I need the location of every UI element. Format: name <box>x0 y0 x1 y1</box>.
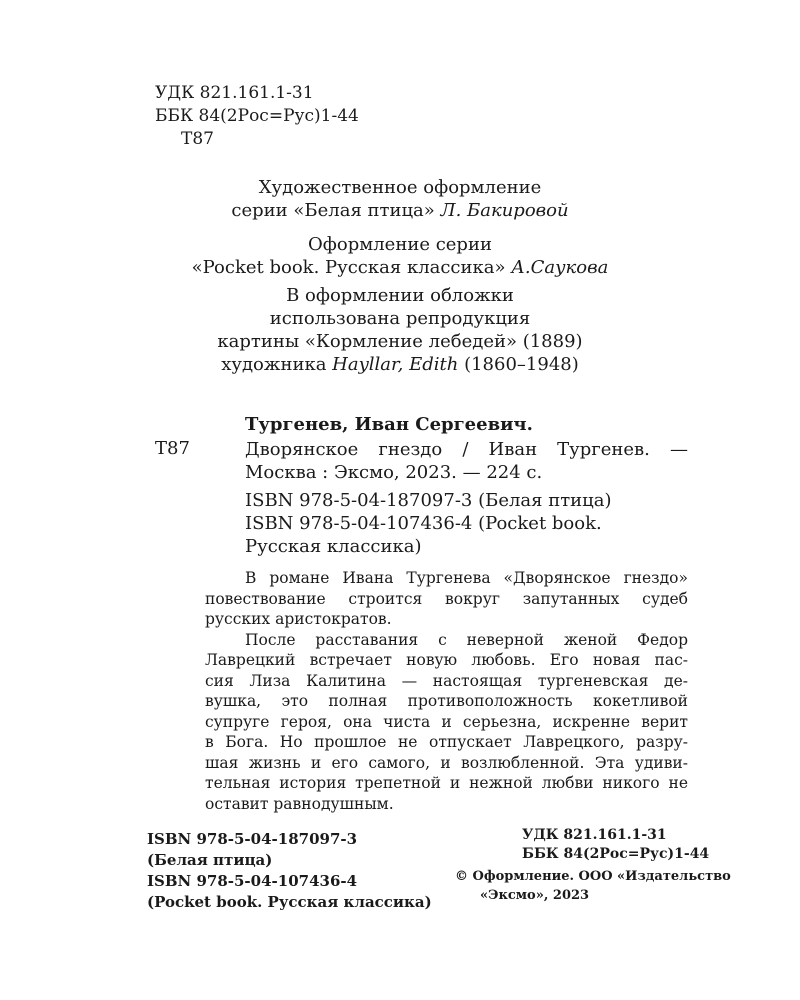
annotation-paragraph-2: После расставания с неверной женой Федор Лаврецкий встречает новую любовь. Его новая пас- сия Лиза Калитина — настоящая тургеневская де- вушка, это полная противоположность кокетливой супруге героя, она чиста и серьезна, искренне верит в Бога. Но прошлое не отпускает Лаврецкого, разру- шая жизнь и его самого, и возлюбленной. Эта удиви- тельная история трепетной и нежной любви никого не оставит равнодушным. <box>205 630 688 813</box>
footer-codes: УДК 821.161.1-31 ББК 84(2Рос=Рус)1-44 <box>522 827 710 862</box>
catalog-author: Тургенев, Иван Сергеевич. <box>245 414 533 435</box>
annotation-paragraph-1: В романе Ивана Тургенева «Дворянское гнездо» повествование строится вокруг запутанных судеб русских аристократов. <box>205 569 688 628</box>
copyright-notice: © Оформление. ООО «Издательство «Эксмо», 2023 <box>455 869 731 903</box>
catalog-isbns <box>245 489 612 558</box>
author-mark: Т87 <box>181 129 214 149</box>
isbn-pocket-book: ISBN 978-5-04-107436-4 (Pocket book. <box>245 513 602 534</box>
isbn-belaya-ptitsa: ISBN 978-5-04-187097-3 (Белая птица) <box>245 490 612 511</box>
udk-code: УДК 821.161.1-31 <box>155 83 314 103</box>
annotation <box>205 568 688 814</box>
pocket-series-credit: Оформление серии «Pocket book. Русская классика» А.Саукова <box>191 234 609 278</box>
isbn-pocket-book-cont: Русская классика) <box>245 536 422 557</box>
designer-name: А.Саукова <box>511 257 609 278</box>
bbk-code: ББК 84(2Рос=Рус)1-44 <box>155 106 359 126</box>
catalog-entry: Дворянское гнездо / Иван Тургенев. — Москва : Эксмо, 2023. — 224 с. <box>245 439 688 483</box>
designer-name: Л. Бакировой <box>440 200 569 221</box>
footer-isbns: ISBN 978-5-04-187097-3 (Белая птица) ISBN 978-5-04-107436-4 (Pocket book. Русская классика) <box>147 830 432 911</box>
catalog-author-mark: Т87 <box>155 438 190 459</box>
artist-name: Hayllar, Edith <box>332 354 459 375</box>
classification-codes <box>155 82 359 151</box>
cover-art-credit: В оформлении обложки использована репродукция картины «Кормление лебедей» (1889) художника Hayllar, Edith (1860–1948) <box>217 285 583 375</box>
series-design-credit: Художественное оформление серии «Белая птица» Л. Бакировой <box>231 177 569 221</box>
